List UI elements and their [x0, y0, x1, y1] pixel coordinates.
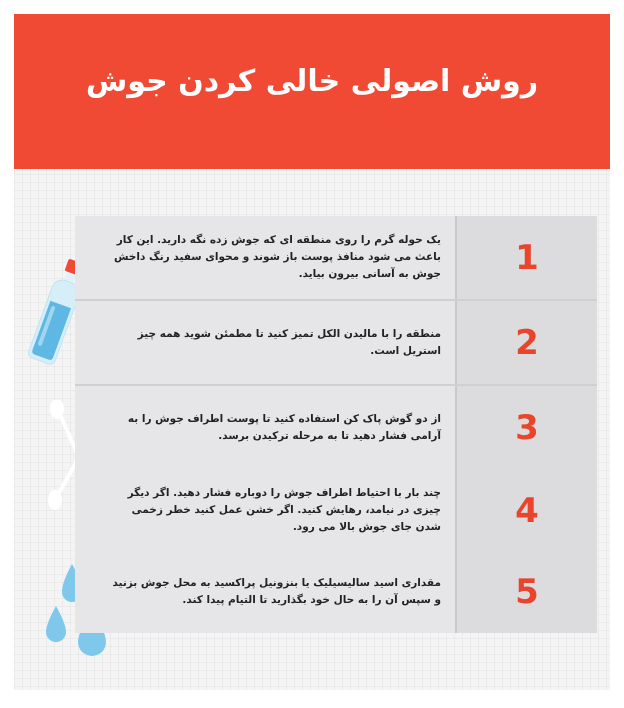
step-text: یک حوله گرم را روی منطقه ای که جوش زده نگه دارید. این کار باعث می شود منافذ پوست باز شوند و محوای سفید رنگ داخش جوش به آسانی بیرون بیاید.: [113, 234, 441, 280]
step-text: چند بار با احتیاط اطراف جوش را دوباره فشار دهید. اگر دیگر چیزی در نیامد، رهایش کنید. اگر خشن عمل کنید خطر زخمی شدن جای جوش بالا می رود.: [127, 487, 441, 533]
step-row: [75, 386, 597, 469]
page-title: روش اصولی خالی کردن جوش: [85, 64, 539, 99]
header-banner: [14, 14, 610, 169]
step-text-cell: [75, 469, 455, 552]
step-number: 5: [455, 550, 597, 633]
step-row: [75, 216, 597, 299]
step-number: 2: [455, 301, 597, 384]
step-row: [75, 301, 597, 384]
step-text-cell: [75, 301, 455, 384]
step-row: [75, 469, 597, 552]
step-text: از دو گوش پاک کن استفاده کنید تا پوست اطراف جوش را به آرامی فشار دهید تا به مرحله ترکیدن برسد.: [127, 412, 441, 442]
step-text: مقداری اسید سالیسیلیک یا بنزونیل پراکسید به محل جوش بزنید و سپس آن را به حال خود بگذارید تا التیام پیدا کند.: [112, 576, 441, 606]
infographic-card: [14, 14, 610, 690]
step-text-cell: [75, 386, 455, 469]
step-number: 3: [455, 386, 597, 469]
step-text-cell: [75, 216, 455, 299]
step-number: 4: [455, 469, 597, 552]
step-text: منطقه را با مالیدن الکل تمیز کنید تا مطمئن شوید همه چیز استریل است.: [137, 327, 441, 357]
steps-table: [75, 216, 597, 633]
step-number: 1: [455, 216, 597, 299]
step-row: [75, 550, 597, 633]
step-text-cell: [75, 550, 455, 633]
